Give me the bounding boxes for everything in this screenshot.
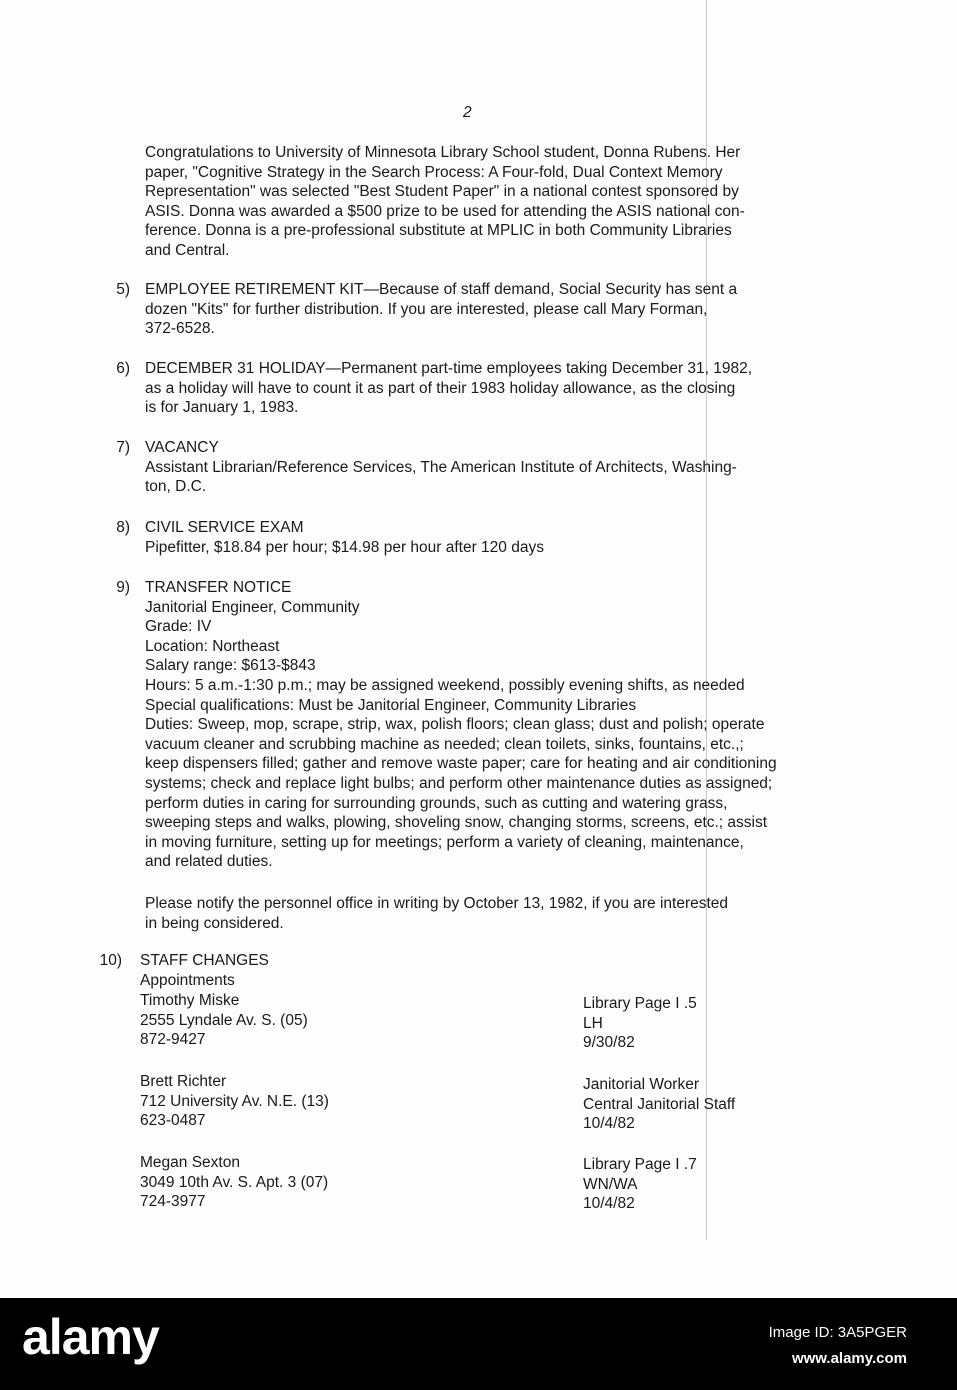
text-line: ton, D.C.: [145, 478, 207, 496]
staff-address: 712 University Av. N.E. (13): [140, 1092, 329, 1110]
staff-date: 10/4/82: [583, 1115, 635, 1133]
text-line: CIVIL SERVICE EXAM: [145, 519, 304, 536]
text-line: as a holiday will have to count it as part of their 1983 holiday allowance, as the closing: [145, 379, 736, 397]
text-line: in being considered.: [145, 914, 284, 932]
item-vacancy: [145, 438, 825, 497]
image-id-label: Image ID: 3A5PGER: [768, 1324, 907, 1341]
staff-entry-left: [140, 991, 308, 1050]
staff-name: Timothy Miske: [140, 992, 240, 1009]
site-url-label: www.alamy.com: [791, 1350, 907, 1367]
staff-unit: WN/WA: [583, 1175, 638, 1193]
staff-entry-left: [140, 1153, 328, 1212]
staff-name: Brett Richter: [140, 1073, 227, 1090]
staff-position: Library Page I .7: [583, 1156, 697, 1173]
intro-paragraph: [145, 143, 825, 261]
staff-unit: LH: [583, 1014, 603, 1032]
text-line: Congratulations to University of Minnesota Library School student, Donna Rubens. Her: [145, 144, 741, 161]
appointments-subheading: Appointments: [140, 972, 235, 989]
watermark-banner: [0, 1298, 957, 1390]
text-line: Duties: Sweep, mop, scrape, strip, wax, polish floors; clean glass; dust and polish; operate: [145, 716, 765, 734]
staff-name: Megan Sexton: [140, 1154, 240, 1171]
staff-date: 10/4/82: [583, 1195, 635, 1213]
staff-unit: Central Janitorial Staff: [583, 1095, 736, 1113]
text-line: and Central.: [145, 241, 230, 259]
text-line: Janitorial Engineer, Community: [145, 598, 360, 616]
staff-changes-heading: STAFF CHANGES: [140, 952, 269, 969]
staff-entry-right: [583, 1155, 697, 1214]
item-retirement-kit: [145, 280, 825, 339]
text-line: EMPLOYEE RETIREMENT KIT—Because of staff demand, Social Security has sent a: [145, 281, 738, 298]
item-civil-service-exam: [145, 518, 825, 557]
text-line: Special qualifications: Must be Janitorial Engineer, Community Libraries: [145, 696, 637, 714]
text-line: in moving furniture, setting up for meetings; perform a variety of cleaning, maintenance,: [145, 833, 744, 851]
text-line: TRANSFER NOTICE: [145, 579, 292, 596]
staff-phone: 724-3977: [140, 1193, 206, 1211]
text-line: Hours: 5 a.m.-1:30 p.m.; may be assigned weekend, possibly evening shifts, as needed: [145, 676, 745, 694]
text-line: Representation" was selected "Best Student Paper" in a national contest sponsored by: [145, 183, 739, 201]
item-number: 7): [116, 439, 130, 456]
item-number: 10): [99, 952, 122, 969]
text-line: is for January 1, 1983.: [145, 399, 299, 417]
text-line: Salary range: $613-$843: [145, 657, 316, 675]
text-line: paper, "Cognitive Strategy in the Search Process: A Four-fold, Dual Context Memory: [145, 163, 723, 181]
text-line: VACANCY: [145, 439, 219, 456]
staff-address: 2555 Lyndale Av. S. (05): [140, 1011, 308, 1029]
alamy-logo: alamy: [22, 1309, 159, 1365]
text-line: DECEMBER 31 HOLIDAY—Permanent part-time employees taking December 31, 1982,: [145, 360, 753, 377]
staff-entry-right: [583, 994, 697, 1053]
text-line: ASIS. Donna was awarded a $500 prize to be used for attending the ASIS national con-: [145, 202, 745, 220]
item-transfer-notice: [145, 578, 825, 872]
text-line: and related duties.: [145, 853, 273, 871]
text-line: Grade: IV: [145, 618, 212, 636]
transfer-notice-instructions: [145, 894, 825, 933]
text-line: systems; check and replace light bulbs; and perform other maintenance duties as assigned;: [145, 774, 773, 792]
item-number: 6): [116, 360, 130, 377]
item-december-holiday: [145, 359, 825, 418]
text-line: dozen "Kits" for further distribution. If you are interested, please call Mary Forman,: [145, 300, 708, 318]
page-number: 2: [463, 104, 472, 121]
text-line: 372-6528.: [145, 320, 215, 338]
text-line: Assistant Librarian/Reference Services, The American Institute of Architects, Washing-: [145, 458, 737, 476]
staff-phone: 872-9427: [140, 1031, 206, 1049]
text-line: Pipefitter, $18.84 per hour; $14.98 per hour after 120 days: [145, 538, 544, 556]
text-line: vacuum cleaner and scrubbing machine as needed; clean toilets, sinks, fountains, etc.,;: [145, 735, 744, 753]
staff-date: 9/30/82: [583, 1034, 635, 1052]
staff-position: Janitorial Worker: [583, 1076, 700, 1093]
text-line: perform duties in caring for surrounding grounds, such as cutting and watering grass,: [145, 794, 728, 812]
item-number: 9): [116, 579, 130, 596]
staff-address: 3049 10th Av. S. Apt. 3 (07): [140, 1173, 329, 1191]
staff-position: Library Page I .5: [583, 995, 697, 1012]
text-line: keep dispensers filled; gather and remove waste paper; care for heating and air conditioning: [145, 755, 777, 773]
staff-entry-right: [583, 1075, 735, 1134]
text-line: sweeping steps and walks, plowing, shoveling snow, changing storms, screens, etc.; assist: [145, 814, 768, 832]
text-line: Location: Northeast: [145, 637, 280, 655]
staff-entry-left: [140, 1072, 329, 1131]
staff-phone: 623-0487: [140, 1112, 206, 1130]
text-line: Please notify the personnel office in writing by October 13, 1982, if you are interested: [145, 895, 729, 912]
item-number: 8): [116, 519, 130, 536]
item-number: 5): [116, 281, 130, 298]
text-line: ference. Donna is a pre-professional substitute at MPLIC in both Community Libraries: [145, 222, 732, 240]
